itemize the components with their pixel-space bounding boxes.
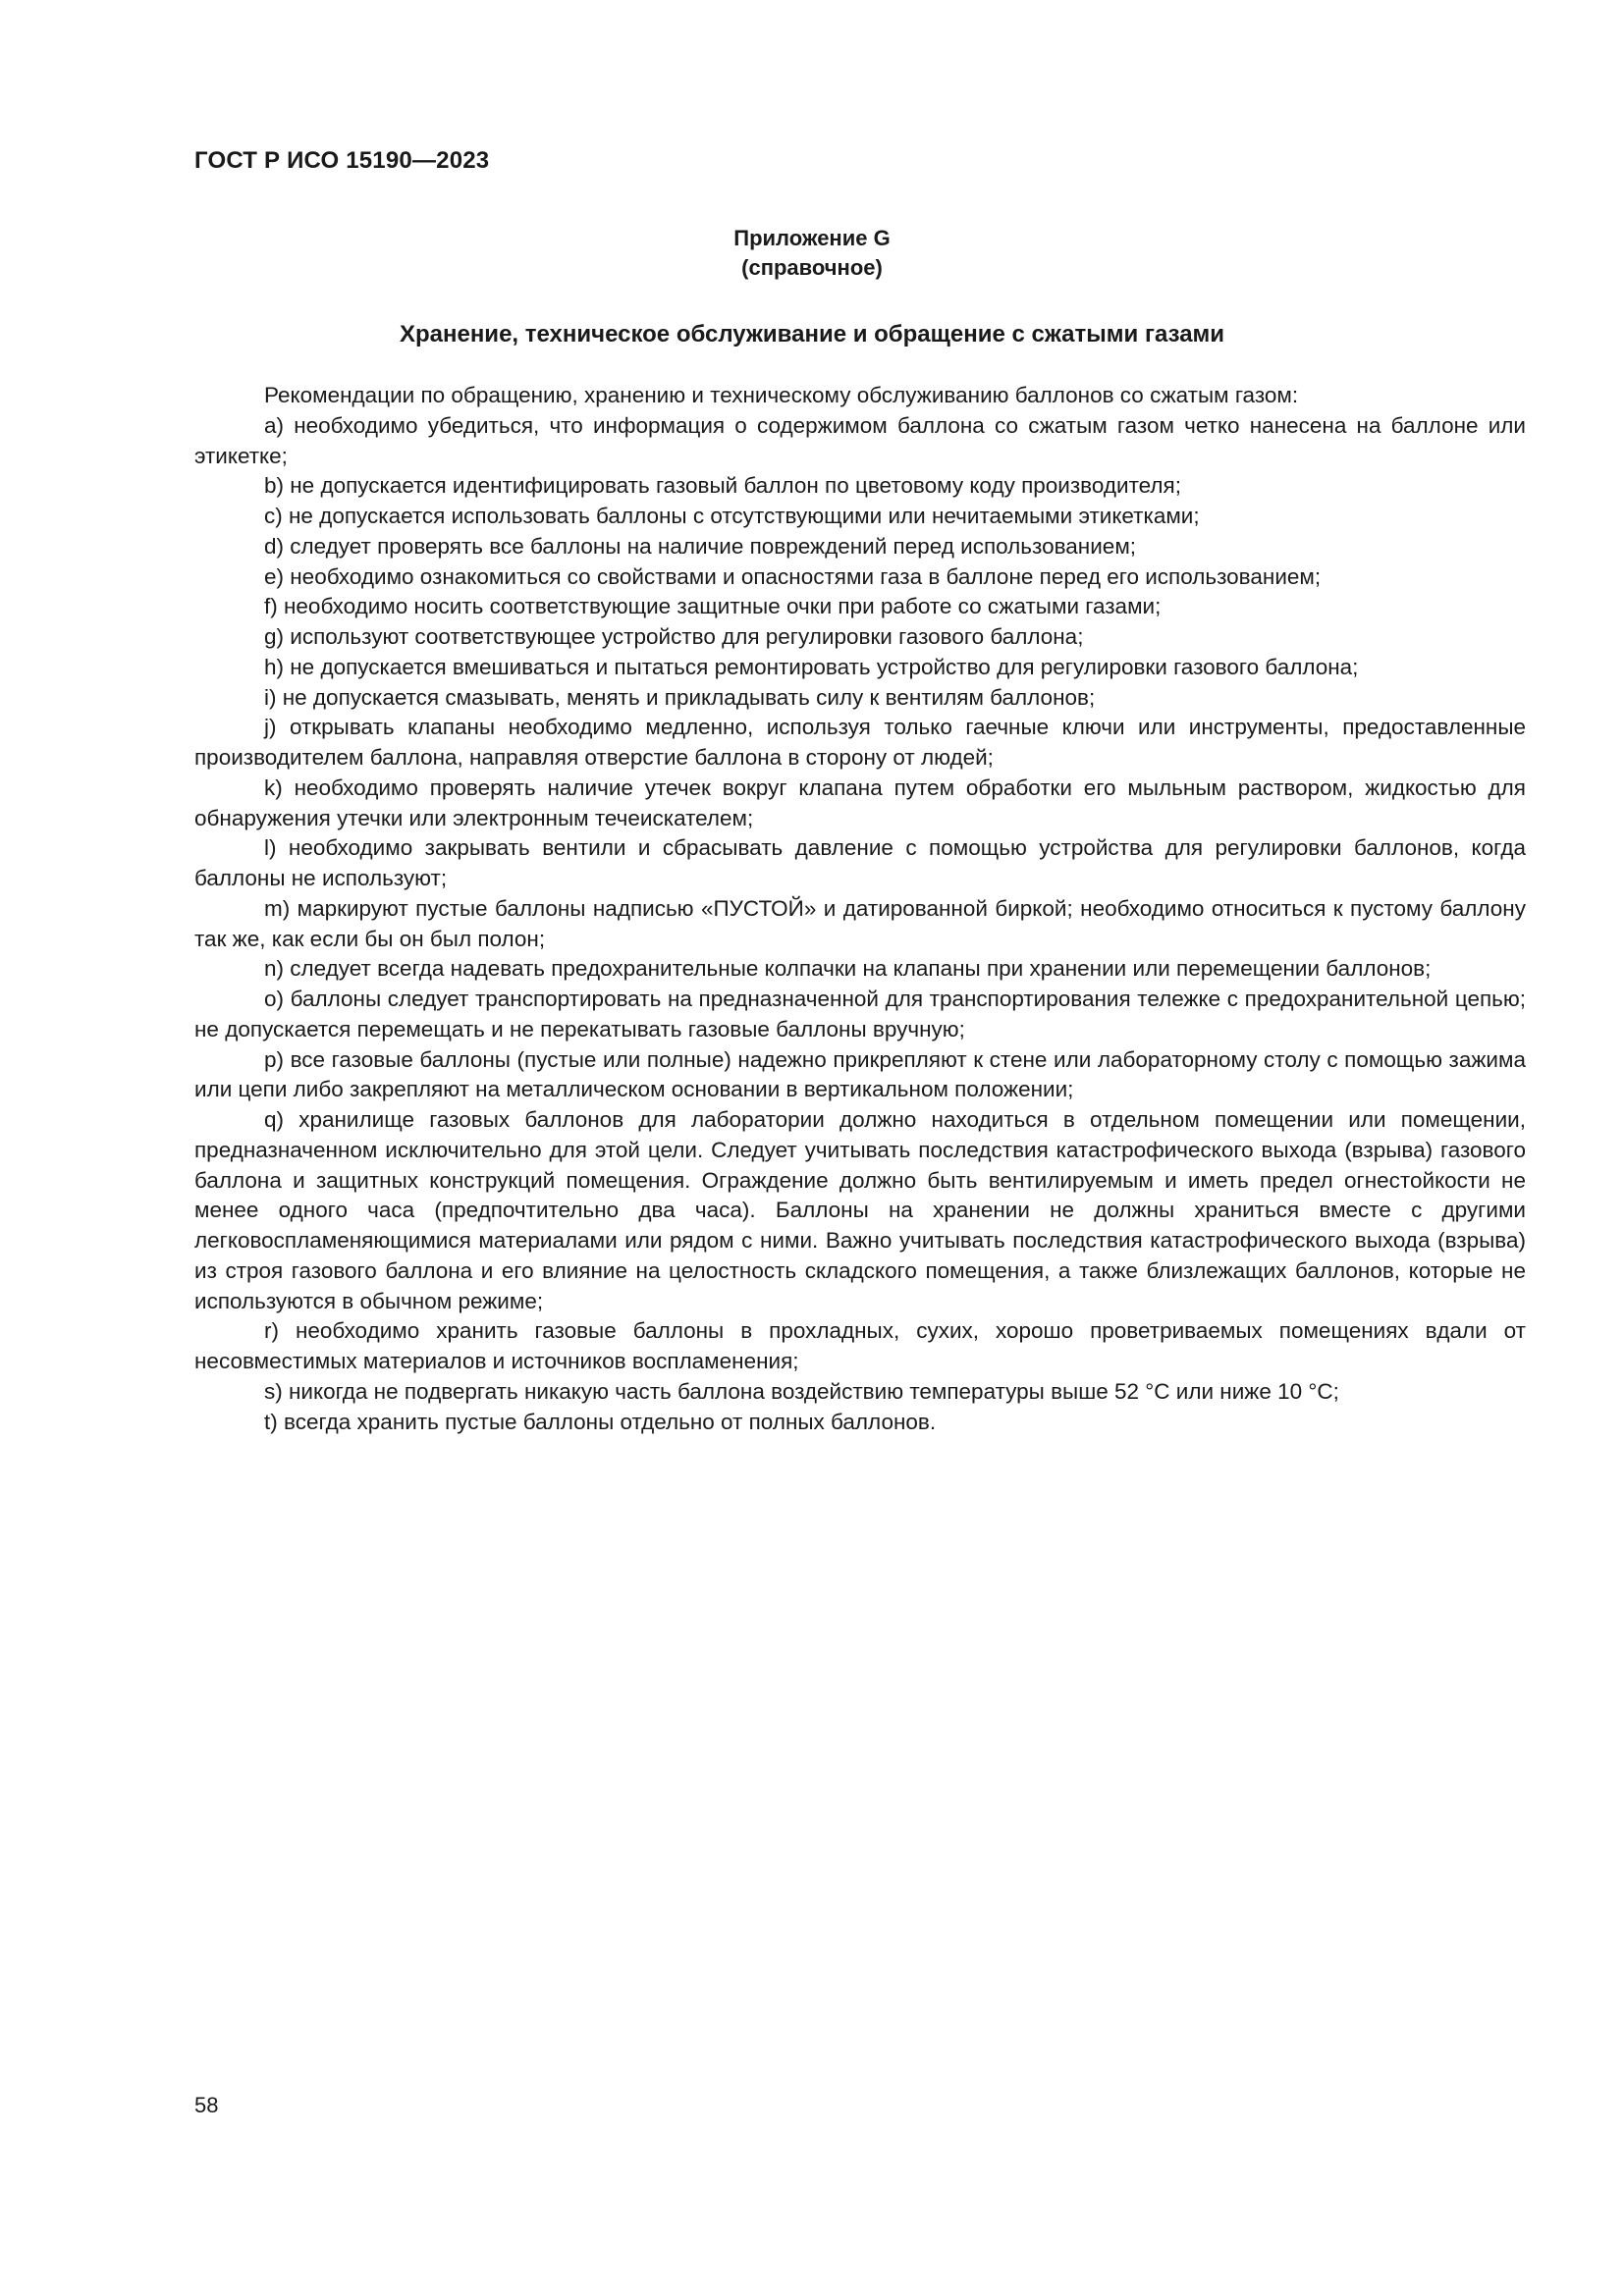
document-header-standard-code: ГОСТ Р ИСО 15190—2023 (194, 147, 490, 174)
list-item-f: f) необходимо носить соответствующие защитные очки при работе со сжатыми газами; (264, 594, 1162, 619)
list-item-i: i) не допускается смазывать, менять и прикладывать силу к вентилям баллонов; (264, 684, 1096, 710)
annex-heading (0, 224, 1624, 283)
list-item-d: d) следует проверять все баллоны на наличие повреждений перед использованием; (264, 533, 1137, 559)
list-item-k: k) необходимо проверять наличие утечек вокруг клапана путем обработки его мыльным раствором, жидкостью для обнаружения утечки или электронным течеискателем; (194, 774, 1526, 830)
page-number: 58 (194, 2093, 219, 2117)
list-item-m: m) маркируют пустые баллоны надписью «ПУСТОЙ» и датированной биркой; необходимо относиться к пустому баллону так же, как если бы он был полон; (194, 895, 1526, 951)
list-item-b: b) не допускается идентифицировать газовый баллон по цветовому коду производителя; (264, 473, 1181, 499)
list-item-j: j) открывать клапаны необходимо медленно, используя только гаечные ключи или инструменты, предоставленные производителем баллона, направляя отверстие баллона в сторону от людей; (194, 715, 1526, 770)
list-item-s: s) никогда не подвергать никакую часть баллона воздействию температуры выше 52 °С или ниже 10 °С; (264, 1378, 1339, 1404)
annex-title: Хранение, техническое обслуживание и обращение с сжатыми газами (399, 321, 1225, 347)
annex-body (194, 381, 1526, 1437)
intro-paragraph: Рекомендации по обращению, хранению и техническому обслуживанию баллонов со сжатым газом: (264, 383, 1299, 407)
list-item-g: g) используют соответствующее устройство для регулировки газового баллона; (264, 624, 1084, 649)
list-item-l: l) необходимо закрывать вентили и сбрасывать давление с помощью устройства для регулировки баллонов, когда баллоны не используют; (194, 835, 1526, 890)
list-item-a: a) необходимо убедиться, что информация о содержимом баллона со сжатым газом четко нанесена на баллоне или этикетке; (194, 412, 1526, 468)
list-item-p: p) все газовые баллоны (пустые или полные) надежно прикрепляют к стене или лабораторному столу с помощью зажима или цепи либо закрепляют на металлическом основании в вертикальном положении; (194, 1046, 1526, 1102)
list-item-h: h) не допускается вмешиваться и пытаться ремонтировать устройство для регулировки газового баллона; (264, 654, 1359, 679)
list-item-n: n) следует всегда надевать предохранительные колпачки на клапаны при хранении или перемещении баллонов; (264, 956, 1432, 982)
list-item-r: r) необходимо хранить газовые баллоны в прохладных, сухих, хорошо проветриваемых помещениях вдали от несовместимых материалов и источников воспламенения; (194, 1318, 1526, 1373)
list-item-t: t) всегда хранить пустые баллоны отдельно от полных баллонов. (264, 1409, 937, 1434)
list-item-e: e) необходимо ознакомиться со свойствами и опасностями газа в баллоне перед его использованием; (264, 563, 1322, 589)
annex-label: Приложение G (733, 226, 891, 250)
annex-status: (справочное) (741, 255, 883, 280)
list-item-o: o) баллоны следует транспортировать на предназначенной для транспортирования тележке с предохранительной цепью; не допускается перемещать и не перекатывать газовые баллоны вручную; (194, 987, 1526, 1041)
list-item-c: c) не допускается использовать баллоны с отсутствующими или нечитаемыми этикетками; (264, 504, 1200, 528)
list-item-q: q) хранилище газовых баллонов для лаборатории должно находиться в отдельном помещении или помещении, предназначенном исключительно для этой цели. Следует учитывать последствия катастрофического выхода (взрыва) газового баллона и защитных конструкций помещения. Ограждение должно быть вентилируемым и иметь предел огнестойкости не менее одного часа (предпочтительно два часа). Баллоны на хранении не должны храниться вместе с другими легковоспламеняющимися материалами или рядом с ними. Важно учитывать последствия катастрофического выхода (взрыва) из строя газового баллона и его влияние на целостность складского помещения, а также близлежащих баллонов, которые не используются в обычном режиме; (194, 1107, 1526, 1313)
